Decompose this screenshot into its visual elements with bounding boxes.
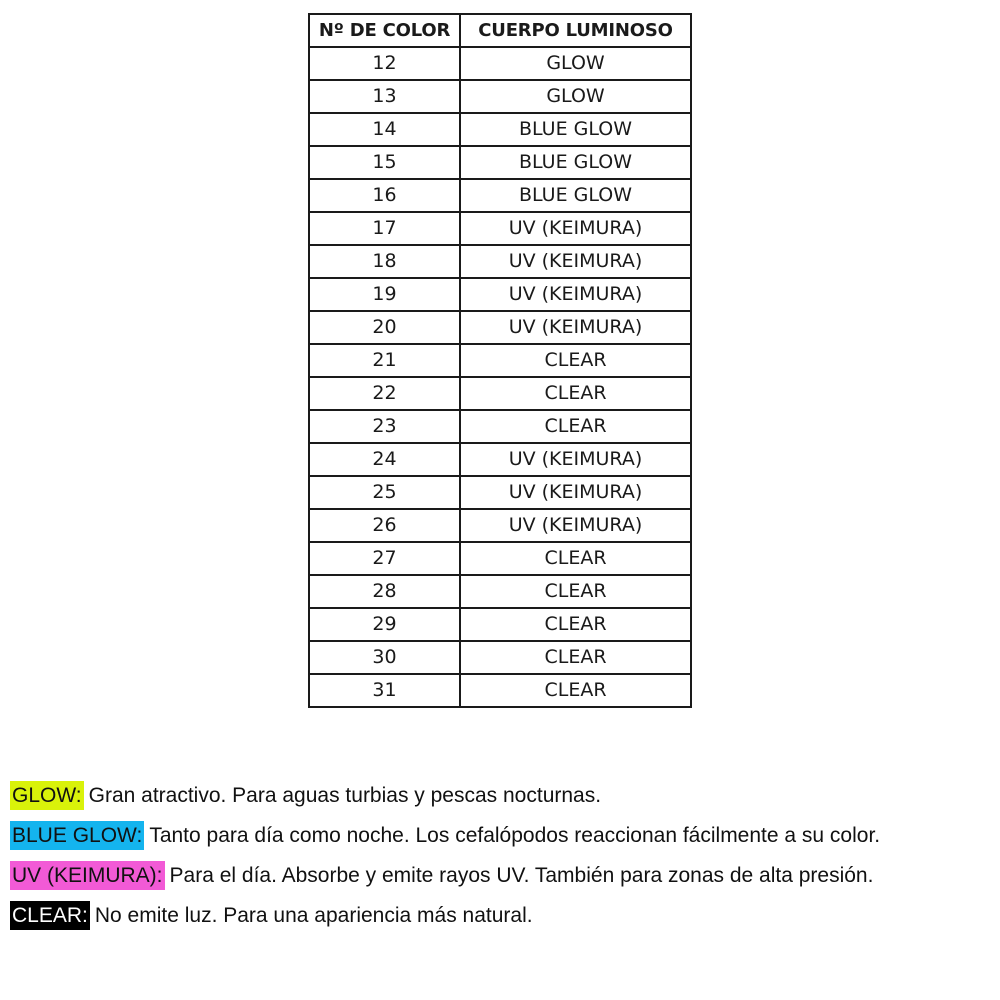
cell-color-number: 22 — [309, 377, 460, 410]
table-row — [309, 278, 691, 311]
cell-color-number: 21 — [309, 344, 460, 377]
legend-item-clear — [10, 900, 995, 930]
table-row — [309, 542, 691, 575]
legend-item-uv — [10, 860, 995, 890]
cell-luminous-body: CLEAR — [460, 641, 691, 674]
cell-color-number: 15 — [309, 146, 460, 179]
table-row — [309, 344, 691, 377]
legend-description-glow: Gran atractivo. Para aguas turbias y pescas nocturnas. — [88, 783, 602, 807]
cell-luminous-body: BLUE GLOW — [460, 179, 691, 212]
cell-color-number: 13 — [309, 80, 460, 113]
header-luminous-body: CUERPO LUMINOSO — [460, 14, 691, 47]
cell-color-number: 12 — [309, 47, 460, 80]
cell-color-number: 28 — [309, 575, 460, 608]
legend-description-uv: Para el día. Absorbe y emite rayos UV. También para zonas de alta presión. — [169, 863, 874, 887]
cell-luminous-body: UV (KEIMURA) — [460, 245, 691, 278]
table-row — [309, 47, 691, 80]
table-row — [309, 575, 691, 608]
cell-luminous-body: UV (KEIMURA) — [460, 509, 691, 542]
table-row — [309, 674, 691, 707]
table-row — [309, 509, 691, 542]
cell-luminous-body: BLUE GLOW — [460, 113, 691, 146]
cell-luminous-body: CLEAR — [460, 377, 691, 410]
color-table-container — [308, 13, 692, 708]
cell-luminous-body: UV (KEIMURA) — [460, 212, 691, 245]
cell-color-number: 23 — [309, 410, 460, 443]
cell-color-number: 14 — [309, 113, 460, 146]
cell-color-number: 31 — [309, 674, 460, 707]
cell-luminous-body: CLEAR — [460, 344, 691, 377]
cell-luminous-body: UV (KEIMURA) — [460, 278, 691, 311]
table-row — [309, 476, 691, 509]
cell-luminous-body: CLEAR — [460, 608, 691, 641]
cell-color-number: 26 — [309, 509, 460, 542]
table-row — [309, 608, 691, 641]
table-row — [309, 311, 691, 344]
cell-color-number: 29 — [309, 608, 460, 641]
table-row — [309, 146, 691, 179]
cell-color-number: 27 — [309, 542, 460, 575]
cell-color-number: 18 — [309, 245, 460, 278]
table-row — [309, 80, 691, 113]
table-row — [309, 443, 691, 476]
cell-color-number: 24 — [309, 443, 460, 476]
cell-luminous-body: UV (KEIMURA) — [460, 476, 691, 509]
table-row — [309, 377, 691, 410]
cell-color-number: 19 — [309, 278, 460, 311]
cell-luminous-body: CLEAR — [460, 542, 691, 575]
table-row — [309, 410, 691, 443]
cell-luminous-body: CLEAR — [460, 410, 691, 443]
table-header-row — [309, 14, 691, 47]
cell-luminous-body: BLUE GLOW — [460, 146, 691, 179]
legend-tag-clear: CLEAR: — [10, 901, 90, 930]
cell-color-number: 25 — [309, 476, 460, 509]
legend-tag-glow: GLOW: — [10, 781, 84, 810]
cell-luminous-body: GLOW — [460, 47, 691, 80]
cell-luminous-body: CLEAR — [460, 674, 691, 707]
cell-luminous-body: UV (KEIMURA) — [460, 443, 691, 476]
cell-color-number: 30 — [309, 641, 460, 674]
color-table — [308, 13, 692, 708]
cell-luminous-body: UV (KEIMURA) — [460, 311, 691, 344]
cell-color-number: 17 — [309, 212, 460, 245]
cell-color-number: 20 — [309, 311, 460, 344]
legend-item-blue-glow — [10, 820, 995, 850]
cell-color-number: 16 — [309, 179, 460, 212]
legend-tag-blue-glow: BLUE GLOW: — [10, 821, 144, 850]
table-row — [309, 641, 691, 674]
legend-description-blue-glow: Tanto para día como noche. Los cefalópodos reaccionan fácilmente a su color. — [149, 823, 881, 847]
legend-item-glow — [10, 780, 995, 810]
legend — [10, 780, 995, 940]
header-color-number: Nº DE COLOR — [309, 14, 460, 47]
table-row — [309, 179, 691, 212]
table-row — [309, 212, 691, 245]
cell-luminous-body: CLEAR — [460, 575, 691, 608]
legend-description-clear: No emite luz. Para una apariencia más natural. — [94, 903, 533, 927]
table-row — [309, 245, 691, 278]
legend-tag-uv: UV (KEIMURA): — [10, 861, 165, 890]
table-row — [309, 113, 691, 146]
cell-luminous-body: GLOW — [460, 80, 691, 113]
